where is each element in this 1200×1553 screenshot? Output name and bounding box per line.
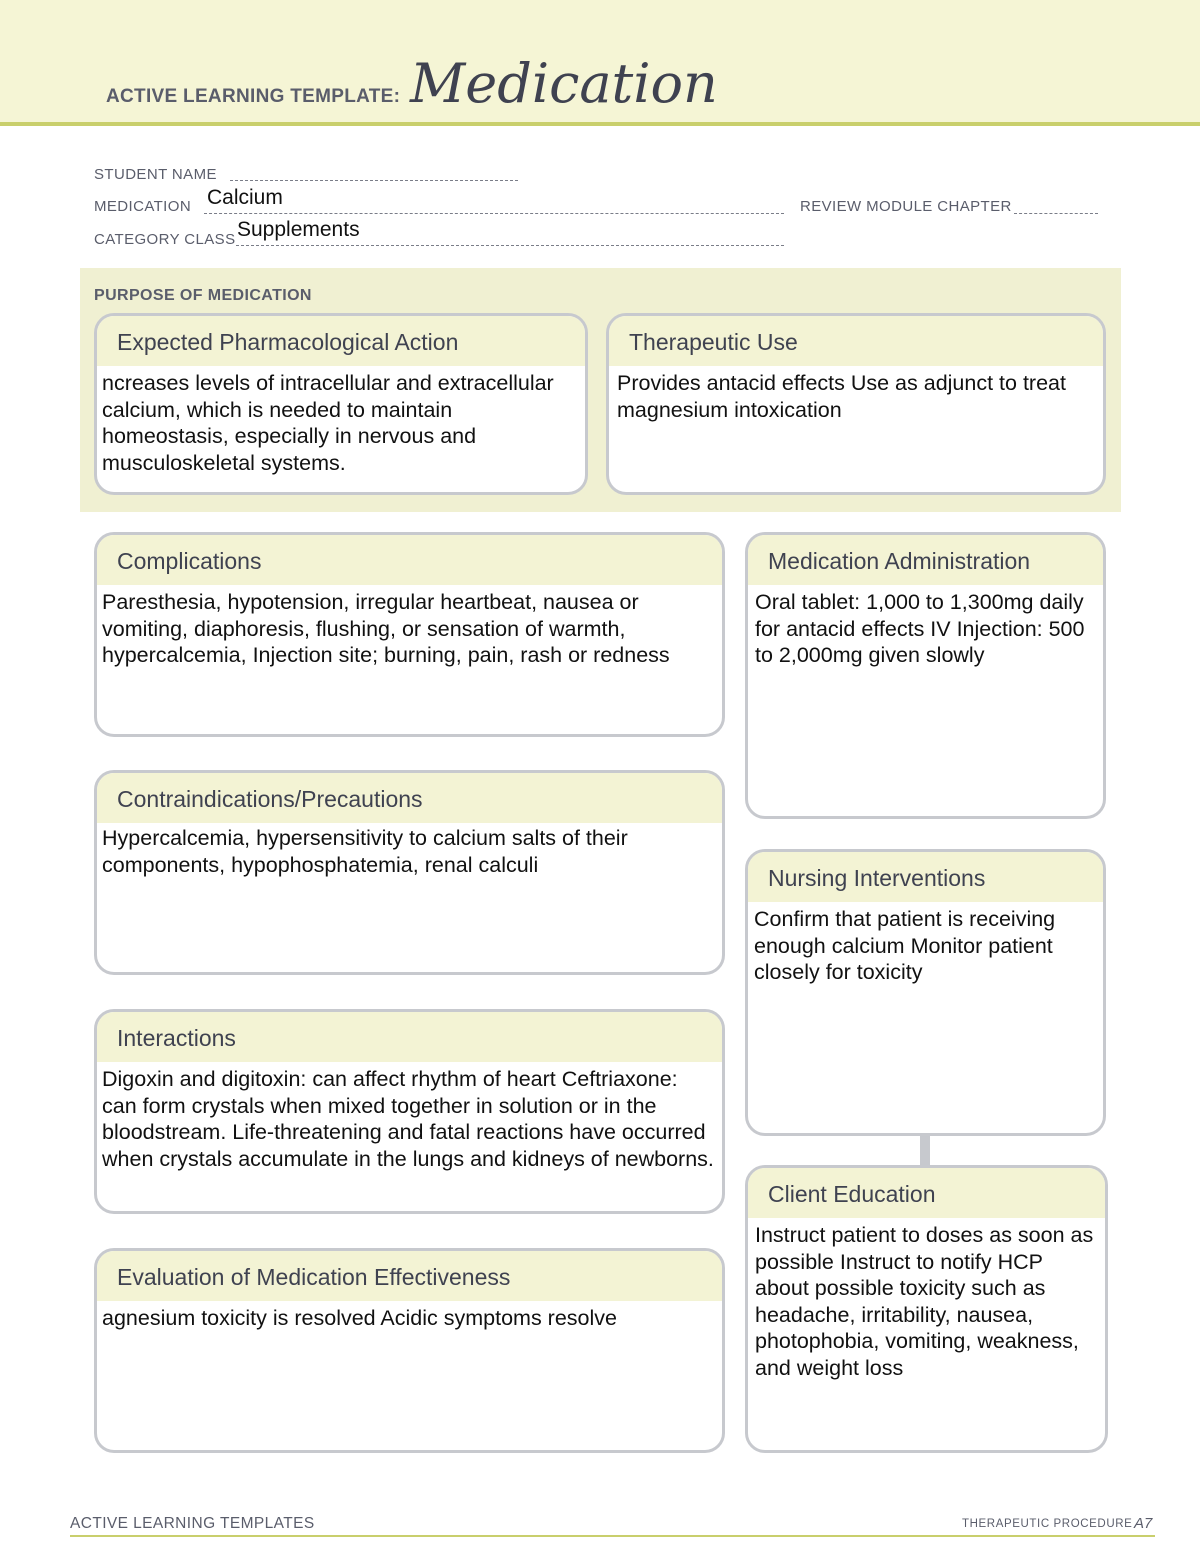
- template-label: ACTIVE LEARNING TEMPLATE:: [106, 86, 401, 107]
- column-connector: [920, 1134, 930, 1166]
- complications-text[interactable]: Paresthesia, hypotension, irregular heartbeat, nausea or vomiting, diaphoresis, flushing, or sensation of warmth, hypercalcemia, Injection site; burning, pain, rash or redness: [102, 590, 670, 667]
- medication-line: [204, 213, 784, 214]
- therapeutic-use-text[interactable]: Provides antacid effects Use as adjunct to treat magnesium intoxication: [617, 371, 1066, 422]
- client-education-title: Client Education: [748, 1168, 1105, 1218]
- category-label: CATEGORY CLASS: [94, 231, 236, 248]
- header-divider: [0, 122, 1200, 126]
- expected-action-card: [94, 313, 588, 495]
- footer-divider: [70, 1535, 1155, 1537]
- evaluation-title: Evaluation of Medication Effectiveness: [97, 1251, 722, 1301]
- evaluation-card: [94, 1248, 725, 1453]
- review-module-label: REVIEW MODULE CHAPTER: [800, 198, 1012, 215]
- nursing-interventions-title: Nursing Interventions: [748, 852, 1103, 902]
- page-number: A7: [1134, 1515, 1153, 1532]
- expected-action-text[interactable]: ncreases levels of intracellular and extracellular calcium, which is needed to maintain homeostasis, especially in nervous and musculoskeletal systems.: [102, 371, 554, 475]
- nursing-interventions-card: [745, 849, 1106, 1136]
- therapeutic-use-card: [606, 313, 1106, 495]
- complications-card: [94, 532, 725, 737]
- administration-title: Medication Administration: [748, 535, 1103, 585]
- student-name-label: STUDENT NAME: [94, 166, 217, 183]
- student-name-line: [230, 180, 518, 181]
- therapeutic-use-title: Therapeutic Use: [609, 316, 1103, 366]
- review-module-line: [1014, 213, 1098, 214]
- purpose-label: PURPOSE OF MEDICATION: [94, 287, 312, 304]
- client-education-text[interactable]: Instruct patient to doses as soon as possible Instruct to notify HCP about possible toxicity such as headache, irritability, nausea, photophobia, vomiting, weakness, and weight loss: [755, 1223, 1094, 1380]
- interactions-title: Interactions: [97, 1012, 722, 1062]
- contraindications-card: [94, 770, 725, 975]
- medication-field[interactable]: Calcium: [207, 186, 283, 209]
- client-education-card: [745, 1165, 1108, 1453]
- administration-card: [745, 532, 1106, 819]
- page-title: Medication: [410, 52, 718, 115]
- nursing-interventions-text[interactable]: Confirm that patient is receiving enough calcium Monitor patient closely for toxicity: [754, 907, 1056, 984]
- evaluation-text[interactable]: agnesium toxicity is resolved Acidic symptoms resolve: [102, 1306, 617, 1330]
- contraindications-text[interactable]: Hypercalcemia, hypersensitivity to calcium salts of their components, hypophosphatemia, renal calculi: [102, 826, 628, 877]
- footer-left: ACTIVE LEARNING TEMPLATES: [70, 1515, 315, 1532]
- interactions-text[interactable]: Digoxin and digitoxin: can affect rhythm of heart Ceftriaxone: can form crystals when mixed together in solution or in the bloodstream. Life-threatening and fatal reactions have occurred when crystals accumulate in the lungs and kidneys of newborns.: [102, 1067, 714, 1171]
- interactions-card: [94, 1009, 725, 1214]
- category-line: [236, 245, 784, 246]
- category-field[interactable]: Supplements: [237, 218, 360, 241]
- contraindications-title: Contraindications/Precautions: [97, 773, 722, 823]
- complications-title: Complications: [97, 535, 722, 585]
- expected-action-title: Expected Pharmacological Action: [97, 316, 585, 366]
- administration-text[interactable]: Oral tablet: 1,000 to 1,300mg daily for antacid effects IV Injection: 500 to 2,000mg given slowly: [755, 590, 1085, 667]
- footer-right: THERAPEUTIC PROCEDURE: [962, 1518, 1133, 1530]
- medication-label: MEDICATION: [94, 198, 192, 215]
